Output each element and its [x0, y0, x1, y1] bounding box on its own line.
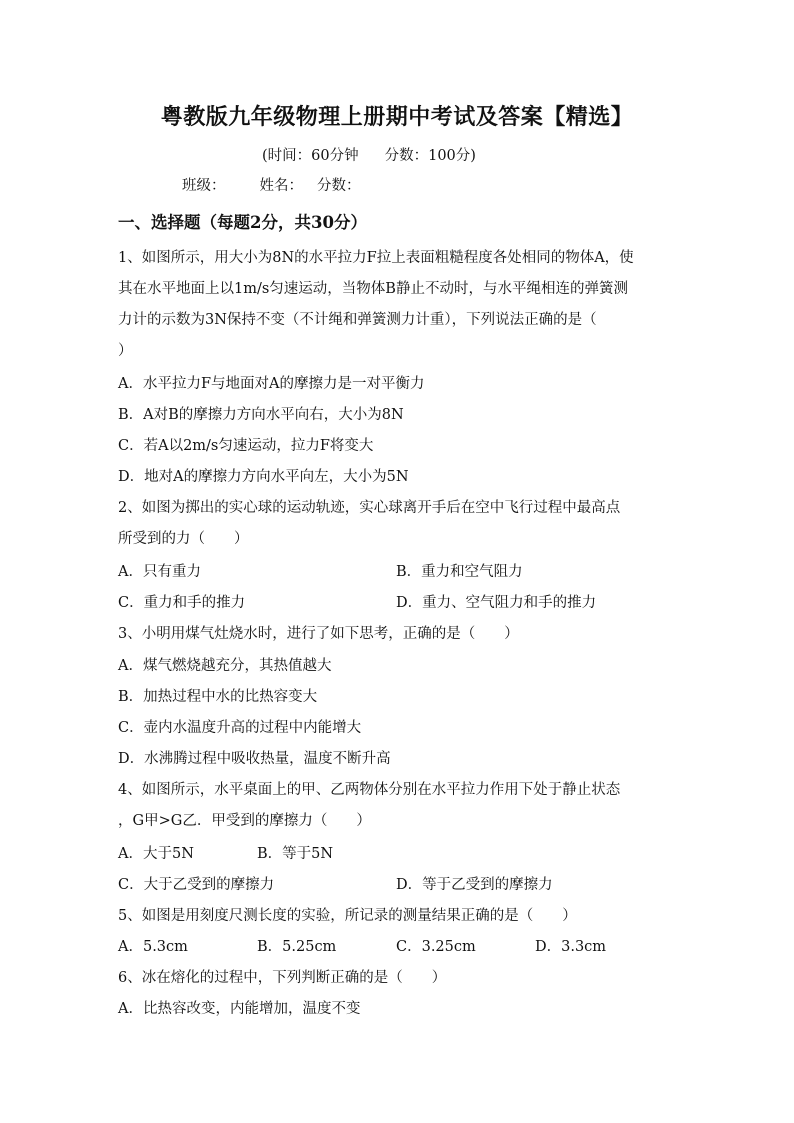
q4-stem-line1: 4、如图所示，水平桌面上的甲、乙两物体分别在水平拉力作用下处于静止状态: [118, 782, 621, 798]
q5-option-a: A．5.3cm: [118, 939, 188, 955]
exam-time: (时间：60分钟: [262, 148, 359, 164]
exam-meta: [262, 144, 476, 165]
student-info: [182, 174, 361, 195]
q2-stem-line1: 2、如图为掷出的实心球的运动轨迹，实心球离开手后在空中飞行过程中最高点: [118, 500, 621, 516]
q1-option-a: A．水平拉力F与地面对A的摩擦力是一对平衡力: [118, 376, 425, 392]
page-title: 粤教版九年级物理上册期中考试及答案【精选】: [160, 104, 634, 130]
q2-option-d: D．重力、空气阻力和手的推力: [396, 595, 597, 611]
q1-option-b: B．A对B的摩擦力方向水平向右，大小为8N: [118, 407, 404, 423]
q1-stem-line4: ）: [118, 343, 133, 359]
q4-stem-line2: ，G甲>G乙．甲受到的摩擦力（ ）: [118, 813, 371, 829]
name-label: 姓名：: [259, 178, 303, 194]
q4-option-b: B．等于5N: [257, 846, 334, 862]
q3-stem-line1: 3、小明用煤气灶烧水时，进行了如下思考，正确的是（ ）: [118, 626, 519, 642]
q3-option-d: D．水沸腾过程中吸收热量，温度不断升高: [118, 751, 391, 767]
q1-option-d: D．地对A的摩擦力方向水平向左，大小为5N: [118, 469, 409, 485]
q4-option-a: A．大于5N: [118, 846, 194, 862]
q1-stem-line1: 1、如图所示，用大小为8N的水平拉力F拉上表面粗糙程度各处相同的物体A，使: [118, 250, 634, 266]
q1-stem-line3: 力计的示数为3N保持不变（不计绳和弹簧测力计重），下列说法正确的是（: [118, 312, 597, 328]
class-label: 班级：: [182, 178, 226, 194]
q1-option-c: C．若A以2m/s匀速运动，拉力F将变大: [118, 438, 374, 454]
q2-option-b: B．重力和空气阻力: [396, 564, 523, 580]
q3-option-b: B．加热过程中水的比热容变大: [118, 689, 318, 705]
section-heading: 一、选择题（每题2分，共30分）: [118, 213, 367, 232]
q3-option-a: A．煤气燃烧越充分，其热值越大: [118, 658, 332, 674]
q5-option-d: D．3.3cm: [535, 939, 607, 955]
q6-stem-line1: 6、冰在熔化的过程中，下列判断正确的是（ ）: [118, 970, 447, 986]
q6-option-a: A．比热容改变，内能增加，温度不变: [118, 1001, 361, 1017]
q5-stem-line1: 5、如图是用刻度尺测长度的实验，所记录的测量结果正确的是（ ）: [118, 908, 577, 924]
q2-option-c: C．重力和手的推力: [118, 595, 246, 611]
q2-option-a: A．只有重力: [118, 564, 201, 580]
q5-option-c: C．3.25cm: [396, 939, 476, 955]
q1-stem-line2: 其在水平地面上以1m/s匀速运动，当物体B静止不动时，与水平绳相连的弹簧测: [118, 281, 628, 297]
exam-total-score: 分数：100分): [384, 148, 476, 164]
q4-option-d: D．等于乙受到的摩擦力: [396, 877, 553, 893]
q4-option-c: C．大于乙受到的摩擦力: [118, 877, 275, 893]
q5-option-b: B．5.25cm: [257, 939, 337, 955]
score-label: 分数：: [317, 178, 361, 194]
q3-option-c: C．壶内水温度升高的过程中内能增大: [118, 720, 362, 736]
q2-stem-line2: 所受到的力（ ）: [118, 531, 249, 547]
